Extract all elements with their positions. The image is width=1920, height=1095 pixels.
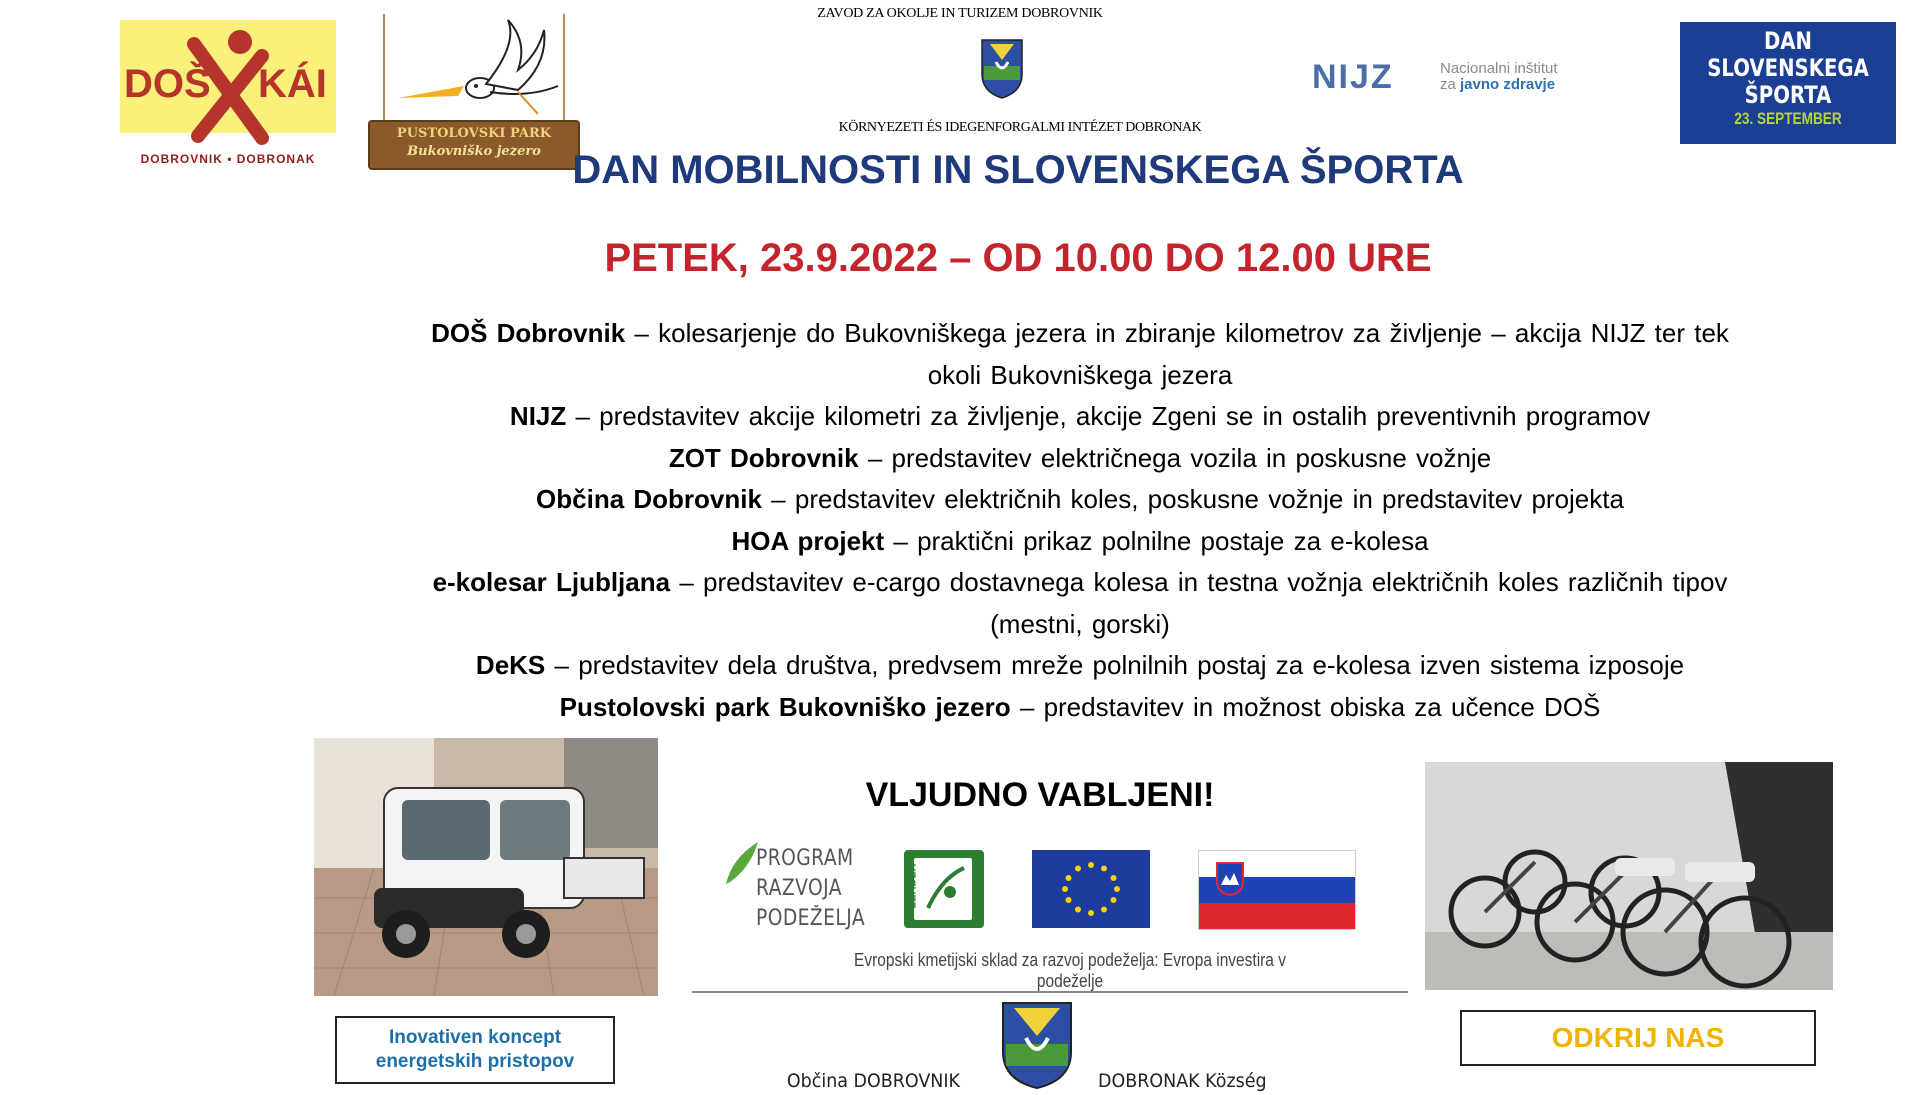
- prp-line1: PROGRAM: [756, 846, 854, 871]
- zavod-name-slovene: ZAVOD ZA OKOLJE IN TURIZEM DOBROVNIK: [817, 6, 1103, 21]
- park-logo-line2: Bukovniško jezero: [407, 144, 541, 159]
- list-item: [410, 687, 1750, 729]
- program-org: NIJZ: [509, 401, 567, 431]
- nijz-logo: [1312, 58, 1632, 98]
- program-desc: – predstavitev električnih koles, poskusne vožnje in predstavitev projekta: [761, 484, 1624, 514]
- dos-kai-logo: [120, 20, 336, 166]
- program-org: DOŠ Dobrovnik: [431, 318, 626, 348]
- obcina-name-slovene: Občina DOBROVNIK: [786, 1070, 960, 1092]
- list-item: [410, 645, 1750, 687]
- program-desc: – predstavitev dela društva, predvsem mreže polnilnih postaj za e-kolesa izven sistema izposoje: [545, 650, 1685, 680]
- leader-logo: [904, 850, 984, 928]
- nijz-mark: NIJZ: [1312, 58, 1394, 96]
- dan-logo-line1: DAN: [1763, 27, 1813, 55]
- list-item: [410, 562, 1750, 645]
- list-item: [410, 438, 1750, 480]
- program-org: Občina Dobrovnik: [536, 484, 762, 514]
- list-item: [410, 521, 1750, 563]
- program-desc: – predstavitev električnega vozila in poskusne vožnje: [858, 442, 1492, 473]
- prp-line2: RAZVOJA: [756, 876, 842, 901]
- prp-line3: PODEŽELJA: [756, 906, 866, 931]
- program-org: Pustolovski park Bukovniško jezero: [559, 691, 1011, 722]
- zavod-name-hungarian: KÖRNYEZETI ÉS IDEGENFORGALMI INTÉZET DOBRONAK: [838, 120, 1202, 135]
- list-item: [410, 396, 1750, 438]
- program-org: HOA projekt: [731, 525, 885, 556]
- dan-slovenskega-sporta-logo: [1680, 22, 1896, 144]
- list-item: [410, 479, 1750, 521]
- program-org: ZOT Dobrovnik: [668, 442, 859, 473]
- invitation-heading: VLJUDNO VABLJENI!: [865, 776, 1215, 814]
- energy-concept-button[interactable]: Inovativen koncept energetskih pristopov: [335, 1016, 615, 1084]
- page-title: DAN MOBILNOSTI IN SLOVENSKEGA ŠPORTA: [572, 148, 1464, 192]
- program-razvoja-podezelja-logo: [722, 838, 872, 934]
- program-org: DeKS: [475, 650, 546, 680]
- program-desc: – kolesarjenje do Bukovniškega jezera in zbiranje kilometrov za življenje – akcija NIJZ ter tek okoli Bukovniškega jezera: [625, 318, 1729, 390]
- nijz-line2: za javno zdravje: [1440, 76, 1556, 93]
- program-desc: – predstavitev in možnost obiska za učence DOŠ: [1010, 691, 1601, 722]
- e-bikes-photo: [1425, 762, 1833, 990]
- event-date: PETEK, 23.9.2022 – OD 10.00 DO 12.00 URE: [604, 236, 1432, 280]
- list-item: [410, 313, 1750, 396]
- obcina-crest-icon: [1000, 1000, 1074, 1095]
- odkrij-nas-button[interactable]: ODKRIJ NAS: [1460, 1010, 1816, 1066]
- dan-logo-line2: SLOVENSKEGA: [1707, 54, 1869, 82]
- divider: [692, 991, 1408, 993]
- program-org: e-kolesar Ljubljana: [432, 567, 671, 597]
- stork-icon: [368, 14, 580, 124]
- electric-vehicle-photo: [314, 738, 658, 996]
- leader-mark-icon: [914, 858, 972, 920]
- park-logo-line1: PUSTOLOVSKI PARK: [396, 126, 552, 141]
- dos-logo-text-left: DOŠ: [124, 62, 211, 106]
- dan-logo-date: 23. SEPTEMBER: [1734, 109, 1842, 128]
- nijz-line1: Nacionalni inštitut: [1440, 60, 1558, 77]
- program-desc: – predstavitev e-cargo dostavnega kolesa in testna vožnja električnih koles različnih tipov (mestni, gorski): [670, 567, 1728, 639]
- dan-logo-line3: ŠPORTA: [1744, 81, 1832, 109]
- eu-flag-icon: [1032, 850, 1150, 928]
- zavod-crest-icon: [980, 38, 1024, 105]
- program-desc: – praktični prikaz polnilne postaje za e-kolesa: [884, 525, 1429, 556]
- leader-text: LEADER: [906, 863, 919, 909]
- slovenia-flag-icon: [1198, 850, 1356, 930]
- obcina-name-hungarian: DOBRONAK Község: [1098, 1070, 1267, 1092]
- dos-logo-subtitle: DOBROVNIK • DOBRONAK: [140, 152, 316, 166]
- dos-logo-text-right: KÁI: [258, 62, 327, 106]
- eafrd-caption: Evropski kmetijski sklad za razvoj podeželja: Evropa investira v podeželje: [854, 950, 1286, 991]
- program-desc: – predstavitev akcije kilometri za življenje, akcije Zgeni se in ostalih preventivnih programov: [566, 401, 1651, 431]
- program-list: [410, 313, 1750, 728]
